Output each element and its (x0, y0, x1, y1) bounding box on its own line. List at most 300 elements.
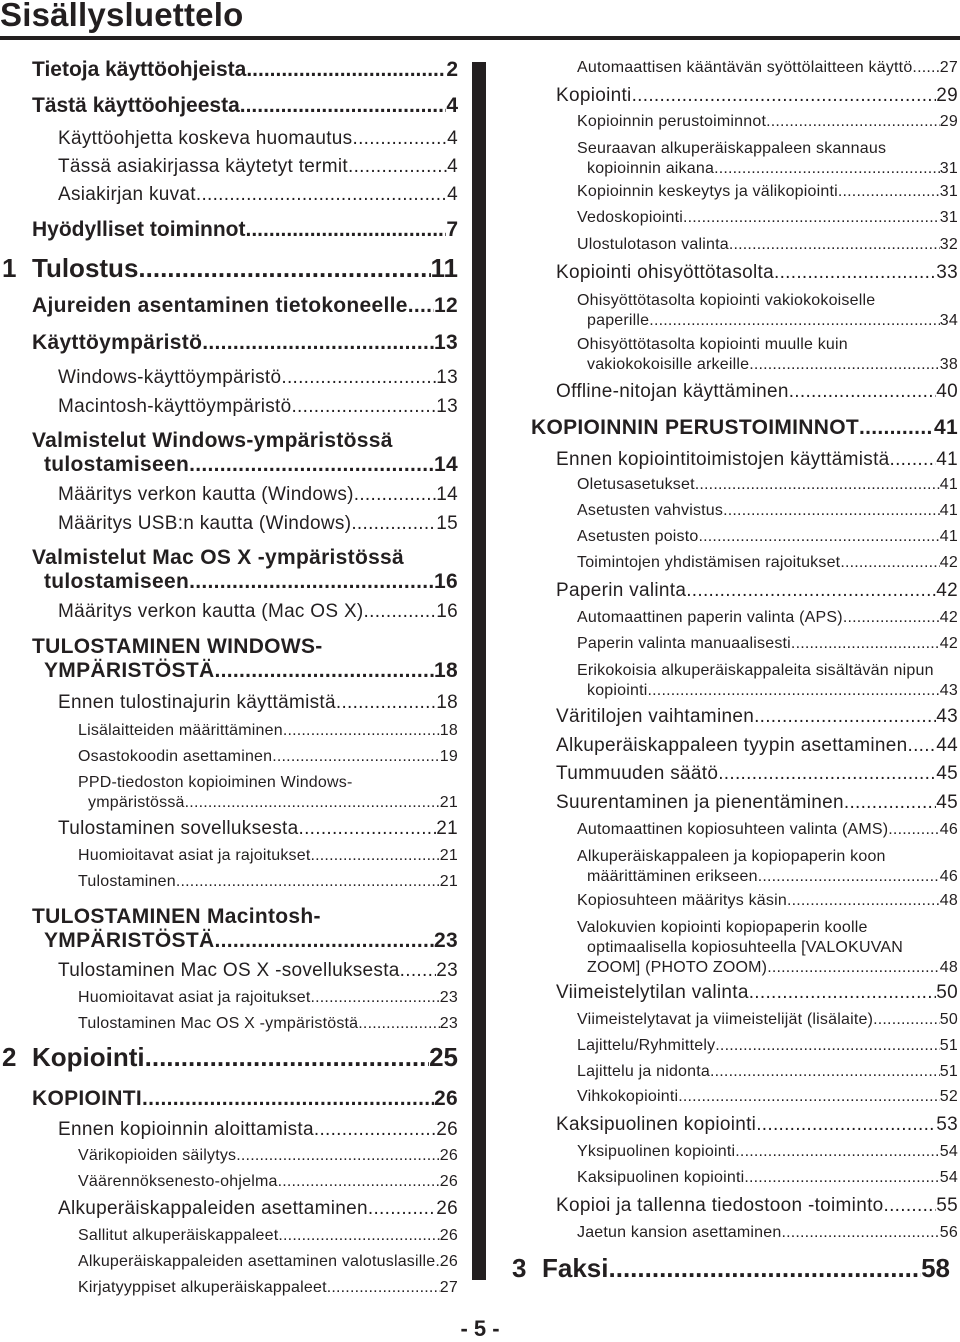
toc-entry[interactable] (520, 113, 958, 131)
toc-entry-page: 55 (936, 1195, 958, 1216)
toc-dot-leader (758, 867, 940, 887)
toc-entry[interactable] (0, 773, 458, 813)
toc-entry[interactable] (520, 1011, 958, 1029)
toc-entry[interactable] (520, 528, 958, 546)
toc-entry[interactable] (0, 1253, 458, 1271)
toc-entry-title: Asiakirjan kuvat (58, 184, 196, 205)
toc-entry-title: Ulostulotason valinta (577, 236, 729, 253)
toc-entry-title: Kopiointi (556, 85, 632, 106)
toc-entry[interactable] (520, 892, 958, 910)
toc-entry-last-line (577, 958, 958, 978)
toc-entry-page: 4 (447, 184, 458, 205)
toc-entry[interactable] (520, 982, 958, 1004)
toc-entry-title: Automaattisen kääntävän syöttölaitteen käyttö (577, 59, 913, 76)
toc-entry-page: 53 (936, 1114, 958, 1135)
toc-entry-last-line (32, 570, 458, 594)
toc-entry[interactable] (0, 128, 458, 150)
toc-entry[interactable] (520, 335, 958, 375)
toc-entry-page: 41 (939, 502, 958, 519)
toc-entry-page: 26 (436, 1198, 458, 1219)
toc-dot-leader (202, 331, 434, 355)
toc-dot-leader (348, 156, 447, 178)
toc-entry[interactable] (0, 905, 458, 953)
toc-entry-page: 21 (436, 818, 458, 839)
toc-entry-title: Ajureiden asentaminen tietokoneelle (32, 294, 408, 317)
toc-entry-title: Automaattinen kopiosuhteen valinta (AMS) (577, 821, 889, 838)
toc-entry-title: Offline-nitojan käyttäminen (556, 381, 789, 402)
toc-entry-title: Tässä asiakirjassa käytetyt termit (58, 156, 349, 177)
toc-entry-page: 13 (434, 331, 458, 354)
toc-entry-title-line1: TULOSTAMINEN WINDOWS- (32, 635, 323, 658)
toc-entry[interactable] (0, 722, 458, 740)
toc-dot-leader (189, 453, 434, 477)
toc-entry-page: 51 (939, 1037, 958, 1054)
toc-dot-leader (774, 262, 936, 284)
toc-entry-page: 29 (936, 85, 958, 106)
toc-entry-page: 18 (439, 722, 458, 739)
toc-dot-leader (678, 1088, 940, 1106)
toc-entry-page: 54 (939, 1143, 958, 1160)
toc-entry-title-line2: paperille (587, 312, 650, 329)
toc-entry[interactable] (520, 635, 958, 653)
toc-entry[interactable] (520, 1195, 958, 1217)
toc-entry-title-line2: YMPÄRISTÖSTÄ (44, 929, 215, 952)
toc-entry-title: Hyödylliset toiminnot (32, 218, 246, 241)
toc-entry[interactable] (0, 1119, 458, 1141)
toc-entry-page: 26 (439, 1173, 458, 1190)
toc-dot-leader (859, 416, 934, 440)
toc-entry[interactable] (0, 294, 458, 318)
toc-dot-leader (715, 1037, 940, 1055)
toc-entry[interactable] (0, 1015, 458, 1033)
toc-entry-title: Asetusten vahvistus (577, 502, 724, 519)
toc-entry[interactable] (0, 1227, 458, 1245)
toc-entry[interactable] (520, 1169, 958, 1187)
toc-entry-page: 42 (939, 609, 958, 626)
toc-entry-page: 11 (430, 253, 458, 283)
toc-entry-title: Ennen tulostinajurin käyttämistä (58, 692, 336, 713)
toc-dot-leader (888, 821, 940, 839)
toc-entry-page: 41 (939, 528, 958, 545)
toc-entry[interactable] (0, 989, 458, 1007)
toc-dot-leader (310, 847, 439, 865)
toc-entry-title: Lajittelu/Ryhmittely (577, 1037, 716, 1054)
toc-entry-page: 58 (921, 1253, 950, 1283)
toc-dot-leader (196, 184, 447, 206)
toc-dot-leader (214, 659, 434, 683)
page-number: - 5 - (460, 1316, 500, 1341)
toc-dot-leader (840, 554, 939, 572)
toc-entry-page: 45 (936, 763, 958, 784)
toc-entry-title: Tästä käyttöohjeesta (32, 94, 240, 117)
toc-dot-leader (723, 502, 940, 520)
toc-entry-title-line1: Ohisyöttötasolta kopiointi vakiokokoiselle (577, 292, 876, 309)
toc-entry-page: 2 (446, 58, 458, 81)
toc-entry-title: Huomioitavat asiat ja rajoitukset (78, 847, 311, 864)
toc-entry-title-line1: Erikokoisia alkuperäiskappaleita sisältävän nipun (577, 662, 934, 679)
toc-entry-title: Huomioitavat asiat ja rajoitukset (78, 989, 311, 1006)
toc-entry-page: 51 (939, 1063, 958, 1080)
toc-dot-leader (327, 1279, 440, 1297)
toc-entry-title: Vihkokopiointi (577, 1088, 679, 1105)
toc-dot-leader (400, 960, 437, 982)
toc-dot-leader (299, 818, 437, 840)
toc-dot-leader (749, 355, 940, 375)
toc-entry[interactable] (520, 735, 958, 757)
toc-dot-leader (336, 692, 436, 714)
toc-entry-page: 26 (439, 1253, 458, 1270)
toc-entry[interactable] (520, 1063, 958, 1081)
toc-entry-page: 44 (936, 735, 958, 756)
toc-entry-page: 43 (939, 682, 958, 699)
chapter-number: 3 (512, 1253, 527, 1283)
toc-entry[interactable] (520, 139, 958, 179)
toc-entry-title: Ennen kopioinnin aloittamista (58, 1119, 314, 1140)
toc-dot-leader (695, 476, 940, 494)
toc-dot-leader (176, 873, 440, 891)
toc-entry[interactable] (520, 449, 958, 471)
toc-entry-title-line2: kopioinnin aikana (587, 160, 715, 177)
toc-dot-leader (364, 601, 437, 623)
toc-dot-leader (787, 892, 940, 910)
toc-dot-leader (714, 159, 940, 179)
toc-entry[interactable] (520, 609, 958, 627)
toc-entry-page: 31 (939, 183, 958, 200)
toc-entry[interactable] (0, 1042, 458, 1073)
toc-entry[interactable] (0, 513, 458, 535)
toc-entry[interactable] (0, 818, 458, 840)
toc-entry-last-line (78, 793, 458, 813)
toc-entry[interactable] (0, 847, 458, 865)
toc-entry[interactable] (0, 873, 458, 891)
toc-entry[interactable] (0, 692, 458, 714)
toc-entry-title: Kopioinnin keskeytys ja välikopiointi (577, 183, 838, 200)
toc-entry-title: Yksipuolinen kopiointi (577, 1143, 736, 1160)
toc-entry-title: Tulostaminen (78, 873, 176, 890)
toc-entry[interactable] (520, 706, 958, 728)
toc-entry-page: 42 (939, 635, 958, 652)
toc-entry[interactable] (0, 1279, 458, 1297)
toc-entry-title: Kopiointi (32, 1042, 145, 1072)
toc-entry-title-line1: Valmistelut Windows-ympäristössä (32, 429, 393, 452)
toc-entry-title: Tulostus (32, 253, 139, 283)
toc-entry[interactable] (0, 253, 458, 284)
toc-entry-title: Värikopioiden säilytys (78, 1147, 237, 1164)
toc-dot-leader (686, 580, 936, 602)
toc-entry-last-line (32, 659, 458, 683)
toc-dot-leader (283, 722, 440, 740)
toc-entry[interactable] (520, 416, 958, 440)
toc-entry-page: 34 (939, 312, 958, 329)
toc-entry-page: 23 (439, 989, 458, 1006)
toc-entry-title: Sallitut alkuperäiskappaleet (78, 1227, 279, 1244)
toc-entry[interactable] (520, 847, 958, 887)
toc-dot-leader (649, 311, 940, 331)
toc-entry[interactable] (520, 1088, 958, 1106)
toc-entry-page: 42 (939, 554, 958, 571)
toc-entry[interactable] (0, 1087, 458, 1111)
toc-entry-page: 48 (939, 892, 958, 909)
toc-entry[interactable] (0, 396, 458, 418)
toc-entry-title-line2: kopiointi (587, 682, 648, 699)
toc-entry-title-line2: vakiokokoisille arkeille (587, 356, 750, 373)
toc-entry[interactable] (0, 331, 458, 355)
toc-entry-title-line1: Valmistelut Mac OS X -ympäristössä (32, 546, 405, 569)
toc-entry[interactable] (520, 580, 958, 602)
toc-entry-page: 56 (939, 1224, 958, 1241)
toc-entry-title: Ennen kopiointitoimistojen käyttämistä (556, 449, 890, 470)
toc-entry-page: 43 (936, 706, 958, 727)
toc-entry-title-line2: tulostamiseen (44, 453, 190, 476)
toc-entry[interactable] (520, 763, 958, 785)
toc-dot-leader (912, 59, 939, 77)
toc-dot-leader (185, 793, 440, 813)
toc-dot-leader (767, 958, 940, 978)
toc-entry[interactable] (0, 184, 458, 206)
toc-dot-leader (838, 183, 940, 201)
toc-entry[interactable] (0, 1173, 458, 1191)
toc-entry[interactable] (520, 381, 958, 403)
toc-entry[interactable] (520, 1114, 958, 1136)
toc-entry-page: 26 (436, 1119, 458, 1140)
toc-entry[interactable] (0, 484, 458, 506)
toc-entry-last-line (32, 453, 458, 477)
toc-entry[interactable] (520, 291, 958, 331)
toc-dot-leader (354, 484, 437, 506)
toc-entry-page: 21 (439, 794, 458, 811)
toc-entry-page: 54 (939, 1169, 958, 1186)
toc-entry-title: Kopioi ja tallenna tiedostoon -toiminto (556, 1195, 884, 1216)
toc-entry-title-line1: Alkuperäiskappaleen ja kopiopaperin koon (577, 848, 886, 865)
toc-entry[interactable] (0, 94, 458, 118)
toc-entry-title: Automaattinen paperin valinta (APS) (577, 609, 843, 626)
toc-entry-page: 27 (439, 1279, 458, 1296)
toc-entry[interactable] (0, 1198, 458, 1220)
toc-dot-leader (890, 449, 937, 471)
toc-entry-page: 48 (939, 959, 958, 976)
toc-dot-leader (749, 982, 937, 1004)
toc-entry-last-line (32, 929, 458, 953)
toc-entry[interactable] (0, 58, 458, 82)
toc-entry-title: Kaksipuolinen kopiointi (556, 1114, 757, 1135)
toc-entry-page: 23 (436, 960, 458, 981)
toc-entry[interactable] (0, 1147, 458, 1165)
toc-entry-title: Kopioinnin perustoiminnot (577, 113, 767, 130)
toc-dot-leader (246, 58, 446, 82)
toc-dot-leader (214, 929, 434, 953)
toc-entry-page: 13 (436, 367, 458, 388)
toc-entry[interactable] (0, 218, 458, 242)
toc-entry-title: Vedoskopiointi (577, 209, 683, 226)
toc-entry[interactable] (520, 1037, 958, 1055)
toc-entry-title-line2: ympäristössä (88, 794, 185, 811)
toc-entry-page: 31 (939, 209, 958, 226)
toc-entry-title: Viimeistelytilan valinta (556, 982, 749, 1003)
toc-entry-title: Määritys verkon kautta (Windows) (58, 484, 354, 505)
toc-dot-leader (246, 218, 447, 242)
toc-entry-page: 23 (439, 1015, 458, 1032)
toc-entry-page: 26 (439, 1227, 458, 1244)
toc-entry-title: Kopiosuhteen määritys käsin (577, 892, 787, 909)
toc-dot-leader (729, 236, 940, 254)
toc-dot-leader (791, 635, 940, 653)
toc-dot-leader (368, 1198, 436, 1220)
toc-entry[interactable] (520, 183, 958, 201)
toc-entry-page: 4 (447, 128, 458, 149)
toc-entry[interactable] (520, 792, 958, 814)
toc-dot-leader (718, 763, 936, 785)
toc-entry-page: 41 (936, 449, 958, 470)
toc-entry-page: 50 (939, 1011, 958, 1028)
toc-entry[interactable] (520, 502, 958, 520)
toc-entry-title: Kirjatyyppiset alkuperäiskappaleet (78, 1279, 327, 1296)
toc-entry[interactable] (0, 429, 458, 477)
toc-entry[interactable] (520, 85, 958, 107)
toc-entry-title: Asetusten poisto (577, 528, 699, 545)
toc-entry[interactable] (520, 821, 958, 839)
toc-entry-title: Kopiointi ohisyöttötasolta (556, 262, 774, 283)
toc-dot-leader (843, 609, 940, 627)
toc-entry-page: 42 (936, 580, 958, 601)
toc-entry[interactable] (520, 262, 958, 284)
toc-entry-title: Jaetun kansion asettaminen (577, 1224, 782, 1241)
chapter-number: 2 (2, 1042, 17, 1072)
toc-entry-title: KOPIOINTI (32, 1087, 143, 1110)
title-rule (0, 36, 960, 40)
toc-entry[interactable] (520, 209, 958, 227)
toc-dot-leader (278, 1173, 440, 1191)
toc-entry-title: Määritys USB:n kautta (Windows) (58, 513, 352, 534)
toc-entry[interactable] (520, 1143, 958, 1161)
toc-entry[interactable] (512, 1253, 950, 1284)
toc-entry-page: 16 (434, 570, 458, 593)
toc-entry-page: 41 (934, 416, 958, 439)
toc-entry-title: Paperin valinta (556, 580, 687, 601)
toc-entry[interactable] (520, 661, 958, 701)
toc-entry-page: 50 (936, 982, 958, 1003)
toc-entry[interactable] (0, 960, 458, 982)
toc-entry-page: 45 (936, 792, 958, 813)
toc-entry-page: 15 (436, 513, 458, 534)
toc-entry-title-line2: tulostamiseen (44, 570, 190, 593)
toc-entry-last-line (577, 311, 958, 331)
toc-entry-title: Käyttöohjetta koskeva huomautus (58, 128, 353, 149)
toc-dot-leader (351, 513, 436, 535)
toc-entry-last-line (577, 867, 958, 887)
toc-entry-title-line1: PPD-tiedoston kopioiminen Windows- (78, 774, 353, 791)
toc-entry-page: 41 (939, 476, 958, 493)
toc-dot-leader (408, 294, 434, 318)
toc-dot-leader (352, 128, 447, 150)
toc-dot-leader (314, 1119, 436, 1141)
toc-entry-title: Kaksipuolinen kopiointi (577, 1169, 745, 1186)
toc-entry[interactable] (0, 546, 458, 594)
toc-entry-page: 16 (436, 601, 458, 622)
toc-entry-title: Alkuperäiskappaleen tyypin asettaminen (556, 735, 908, 756)
toc-entry-page: 12 (434, 294, 458, 317)
chapter-number: 1 (2, 253, 17, 283)
toc-entry[interactable] (520, 476, 958, 494)
toc-entry[interactable] (520, 236, 958, 254)
toc-entry-title: Tummuuden säätö (556, 763, 719, 784)
toc-entry-title: Tulostaminen Mac OS X -sovelluksesta (58, 960, 400, 981)
toc-entry-page: 14 (434, 453, 458, 476)
toc-entry-title: Oletusasetukset (577, 476, 695, 493)
toc-dot-leader (278, 1227, 439, 1245)
column-divider-bar (472, 62, 486, 1280)
toc-entry-page: 46 (939, 821, 958, 838)
toc-entry-title-line2: YMPÄRISTÖSTÄ (44, 659, 215, 682)
toc-entry[interactable] (520, 59, 958, 77)
toc-dot-leader (754, 706, 936, 728)
toc-entry-page: 23 (434, 929, 458, 952)
toc-dot-leader (310, 989, 439, 1007)
toc-entry-page: 4 (446, 94, 458, 117)
toc-entry-page: 21 (439, 847, 458, 864)
toc-entry-title: Lajittelu ja nidonta (577, 1063, 710, 1080)
toc-entry-page: 18 (436, 692, 458, 713)
toc-entry-last-line (577, 159, 958, 179)
toc-dot-leader (789, 381, 937, 403)
toc-dot-leader (272, 748, 440, 766)
toc-dot-leader (142, 1087, 434, 1111)
toc-dot-leader (291, 396, 436, 418)
toc-entry[interactable] (0, 156, 458, 178)
toc-entry-title-line1: Ohisyöttötasolta kopiointi muulle kuin (577, 336, 848, 353)
toc-dot-leader (766, 113, 940, 131)
toc-entry-title-line1: Seuraavan alkuperäiskappaleen skannaus (577, 140, 887, 157)
toc-entry-page: 25 (429, 1042, 458, 1072)
toc-entry-title: Alkuperäiskappaleiden asettaminen valotuslasille (78, 1253, 436, 1270)
toc-entry-page: 18 (434, 659, 458, 682)
toc-dot-leader (648, 681, 940, 701)
toc-entry-title-line2: määrittäminen erikseen (587, 868, 758, 885)
toc-entry-title: Paperin valinta manuaalisesti (577, 635, 791, 652)
page-title: Sisällysluettelo (0, 0, 244, 33)
toc-dot-leader (844, 792, 936, 814)
toc-entry-title-line1: Valokuvien kopiointi kopiopaperin koolle (577, 919, 868, 936)
toc-entry-title: Toimintojen yhdistämisen rajoitukset (577, 554, 841, 571)
toc-entry-title: Väritilojen vaihtaminen (556, 706, 755, 727)
toc-entry[interactable] (0, 635, 458, 683)
toc-entry-title: Tulostaminen Mac OS X -ympäristöstä (78, 1015, 359, 1032)
toc-dot-leader (710, 1063, 940, 1081)
toc-entry[interactable] (0, 748, 458, 766)
toc-entry-page: 29 (939, 113, 958, 130)
toc-entry[interactable] (0, 367, 458, 389)
toc-entry-page: 38 (939, 356, 958, 373)
toc-entry-title: Windows-käyttöympäristö (58, 367, 282, 388)
toc-entry[interactable] (0, 601, 458, 623)
toc-entry-page: 7 (446, 218, 458, 241)
toc-entry-page: 21 (439, 873, 458, 890)
toc-entry-title: Käyttöympäristö (32, 331, 203, 354)
toc-dot-leader (632, 85, 937, 107)
toc-entry-title-line-mid: optimaalisella kopiosuhteella [VALOKUVAN (587, 939, 904, 956)
toc-entry[interactable] (520, 554, 958, 572)
toc-dot-leader (756, 1114, 936, 1136)
toc-entry-title: Lisälaitteiden määrittäminen (78, 722, 283, 739)
toc-entry[interactable] (520, 918, 958, 978)
toc-dot-leader (908, 735, 937, 757)
toc-entry-page: 14 (436, 484, 458, 505)
toc-entry[interactable] (520, 1224, 958, 1242)
toc-entry-title: Osastokoodin asettaminen (78, 748, 273, 765)
toc-entry-title: Alkuperäiskappaleiden asettaminen (58, 1198, 368, 1219)
toc-dot-leader (145, 1042, 429, 1073)
toc-entry-title-line2: ZOOM] (PHOTO ZOOM) (587, 959, 768, 976)
toc-dot-leader (138, 253, 430, 284)
